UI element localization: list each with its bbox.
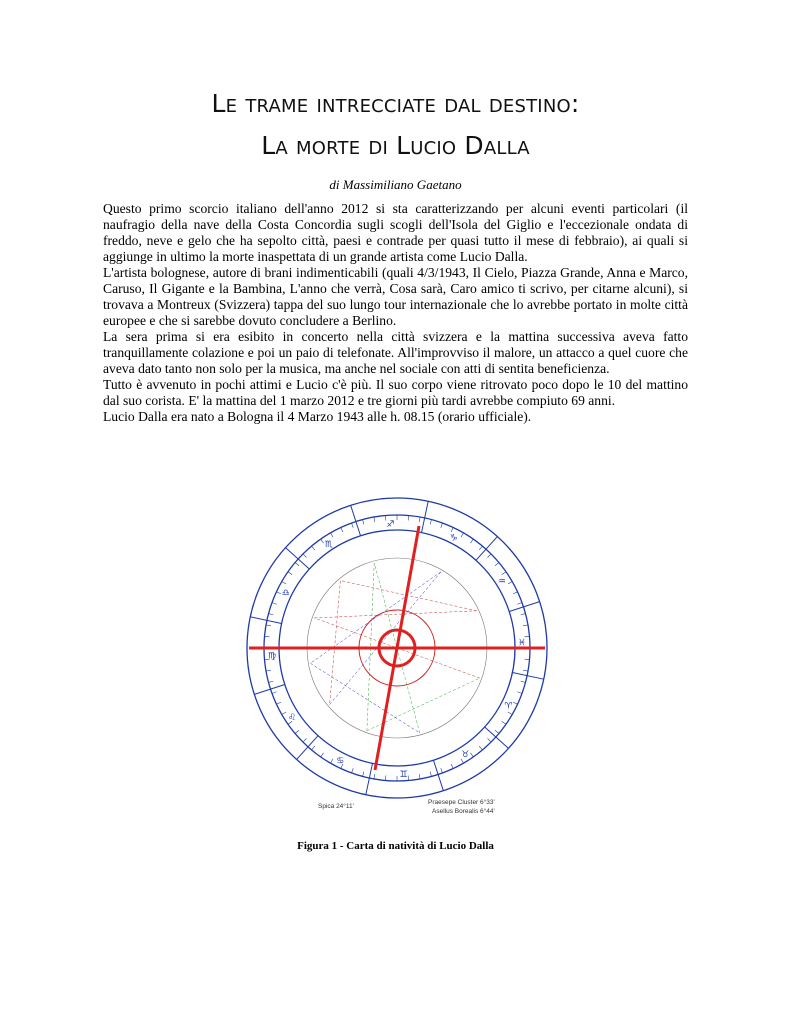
zodiac-sign-glyph: ♈: [504, 701, 513, 712]
zodiac-sign-glyph: ♒: [497, 576, 506, 587]
paragraph: L'artista bolognese, autore di brani indimenticabili (quali 4/3/1943, Il Cielo, Piazza Grande, Anna e Marco, Caruso, Il Gigante e la Bambina, L'anno che verrà, Cosa sarà, Caro amico ti scrivo, per citarne alcuni), si trovava a Montreux (Svizzera) tappa del suo lungo tour internazionale che lo avrebbe portato in molte città europee e che si sarebbe dovuto concludere a Berlino.: [103, 265, 688, 328]
zodiac-sign-glyph: ♐: [386, 520, 395, 531]
zodiac-sign-glyph: ♍: [268, 651, 277, 662]
axis-lines: [249, 526, 545, 770]
figure-caption: Figura 1 - Carta di natività di Lucio Dalla: [297, 840, 494, 852]
zodiac-sign-glyph: ♉: [461, 749, 470, 760]
chart-label-spica: Spica 24°11': [318, 803, 354, 810]
zodiac-sign-glyph: ♓: [517, 638, 526, 649]
zodiac-sign-glyph: ♑: [449, 533, 458, 544]
author-byline: di Massimiliano Gaetano: [329, 177, 462, 192]
chart-label-praesepe: Praesepe Cluster 6°33': [428, 799, 495, 806]
zodiac-sign-glyph: ♊: [399, 769, 408, 780]
title-line-2: La morte di Lucio Dalla: [261, 131, 530, 160]
paragraph: Tutto è avvenuto in pochi attimi e Lucio c'è più. Il suo corpo viene ritrovato poco dopo le 10 del mattino dal suo corista. E' la mattina del 1 marzo 2012 e tre giorni più tardi avrebbe compiuto 69 anni.: [103, 377, 688, 408]
paragraph: Questo primo scorcio italiano dell'anno 2012 si sta caratterizzando per alcuni eventi particolari (il naufragio della nave della Costa Concordia sugli scogli dell'Isola del Giglio e l'eccezionale ondata di freddo, neve e gelo che ha sepolto città, paesi e contrade per quasi tutto il mese di febbraio), ai quali si aggiunge in ultimo la morte inaspettata di un grande artista come Lucio Dalla.: [103, 201, 688, 264]
title-line-1: Le trame intrecciate dal destino:: [211, 89, 580, 118]
zodiac-sign-glyph: ♎: [281, 588, 290, 599]
zodiac-sign-glyph: ♋: [336, 756, 345, 767]
chart-label-asellus: Asellus Borealis 6°44': [432, 808, 495, 815]
paragraph: La sera prima si era esibito in concerto nella città svizzera e la mattina successiva aveva fatto tranquillamente colazione e poi un paio di telefonate. All'improvviso il malore, un attacco a quel cuore che aveva dato tanto non solo per la musica, ma anche nel sociale con atti di sentita beneficienza.: [103, 329, 688, 376]
zodiac-sign-glyph: ♏: [324, 540, 333, 551]
paragraph: Lucio Dalla era nato a Bologna il 4 Marzo 1943 alle h. 08.15 (orario ufficiale).: [103, 409, 532, 424]
article-body: [103, 201, 688, 425]
zodiac-sign-glyph: ♌: [288, 713, 297, 724]
natal-chart-wheel: [237, 496, 557, 826]
